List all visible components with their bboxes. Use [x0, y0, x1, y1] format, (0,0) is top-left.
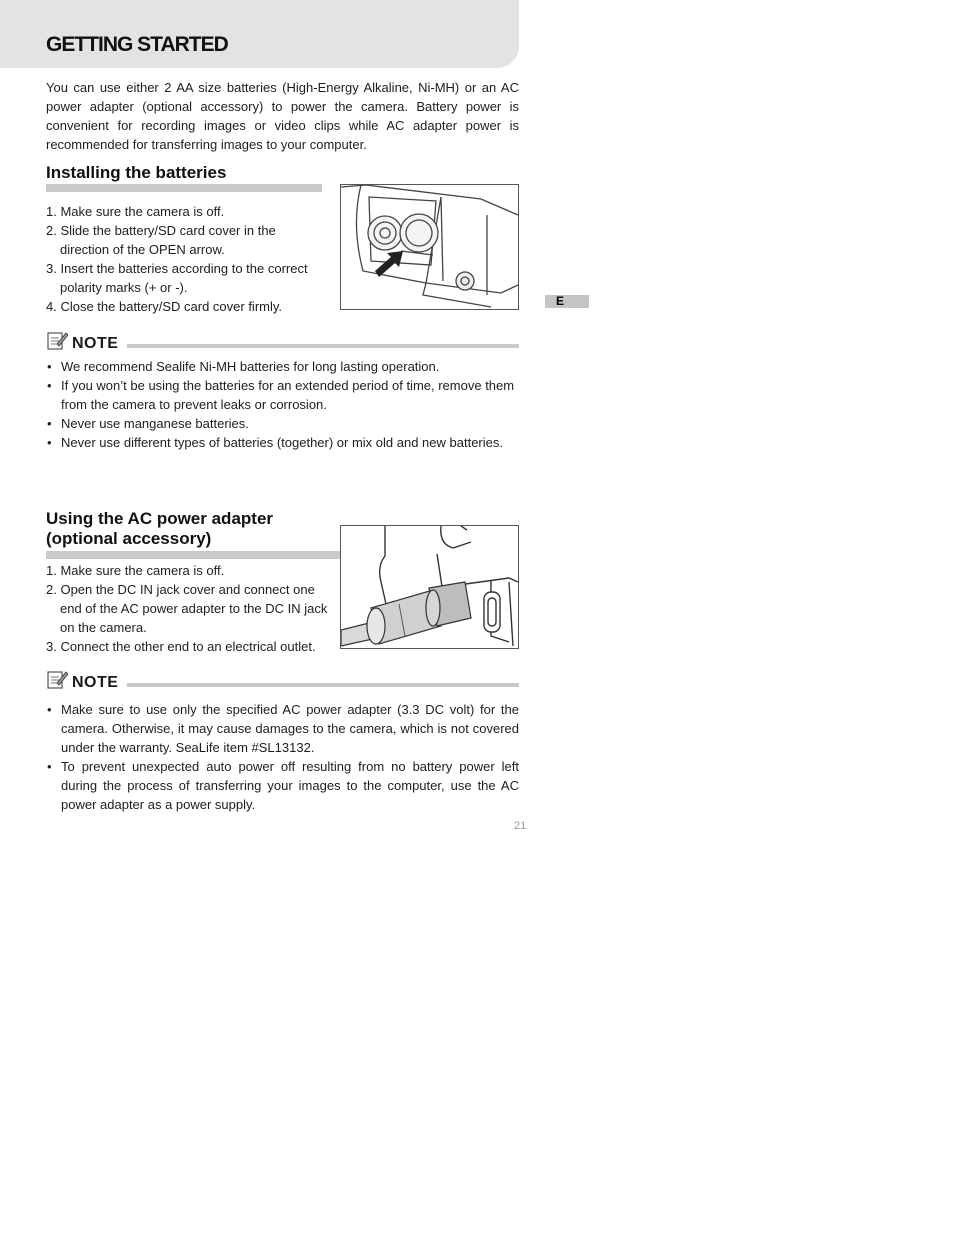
list-item: 1. Make sure the camera is off. [46, 204, 225, 219]
note-header [46, 330, 519, 354]
list-item: • Make sure to use only the specified AC power adapter (3.3 DC volt) for the camera. Otherwise, it may cause damages to the camera, which is not covered under the warranty. SeaLife item #SL13132. [46, 700, 519, 757]
battery-steps [46, 202, 326, 316]
page-number: 21 [514, 820, 527, 832]
list-item: • Never use different types of batteries (together) or mix old and new batteries. [46, 433, 524, 452]
list-item: • Never use manganese batteries. [46, 414, 524, 433]
note-rule [127, 683, 519, 687]
note-list [46, 357, 524, 452]
list-item: • We recommend Sealife Ni-MH batteries for long lasting operation. [46, 357, 524, 376]
list-item: 2. Open the DC IN jack cover and connect one end of the AC power adapter to the DC IN jack on the camera. [46, 582, 328, 635]
list-item: 3. Insert the batteries according to the correct polarity marks (+ or -). [46, 261, 308, 295]
language-tab-label: E [556, 294, 565, 308]
page-title: GETTING STARTED [46, 33, 228, 56]
section-title-ac-adapter [46, 509, 273, 549]
section-rule [46, 551, 340, 559]
list-item: • If you won’t be using the batteries for an extended period of time, remove them from the camera to prevent leaks or corrosion. [46, 376, 524, 414]
list-item: • To prevent unexpected auto power off resulting from no battery power left during the process of transferring your images to the computer, use the AC power adapter as a power supply. [46, 757, 519, 814]
list-item: 4. Close the battery/SD card cover firmly. [46, 299, 283, 314]
note-icon [46, 669, 68, 689]
section-title-line: Using the AC power adapter [46, 509, 274, 528]
note-label: NOTE [72, 335, 119, 352]
note-label: NOTE [72, 674, 119, 691]
language-tab [545, 295, 589, 308]
section-title-batteries: Installing the batteries [46, 163, 227, 182]
note-list [46, 700, 519, 814]
list-item: 1. Make sure the camera is off. [46, 563, 225, 578]
note-rule [127, 344, 519, 348]
section-rule [46, 184, 322, 192]
battery-compartment-illustration [340, 184, 519, 310]
section-title-line: (optional accessory) [46, 529, 212, 548]
list-item: 3. Connect the other end to an electrical outlet. [46, 639, 316, 654]
intro-paragraph: You can use either 2 AA size batteries (High-Energy Alkaline, Ni-MH) or an AC power adapter (optional accessory) to power the camera. Battery power is convenient for recording images or video clips while AC adapter power is recommended for transferring images to your computer. [46, 80, 519, 152]
ac-adapter-steps [46, 561, 332, 656]
note-icon [46, 330, 68, 350]
note-header [46, 669, 519, 693]
dc-in-plug-illustration [340, 525, 519, 649]
list-item: 2. Slide the battery/SD card cover in the direction of the OPEN arrow. [46, 223, 276, 257]
